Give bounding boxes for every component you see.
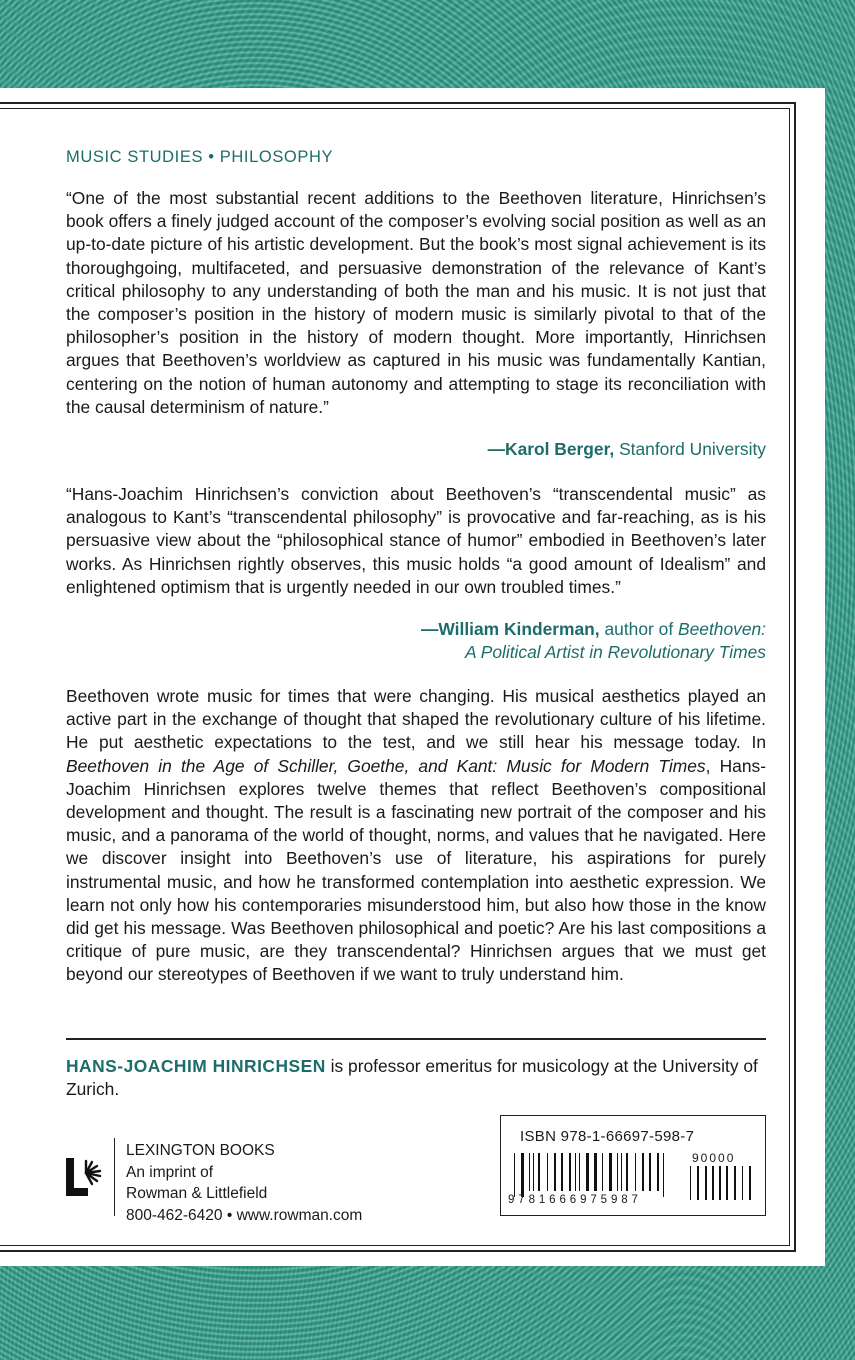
isbn-label: ISBN 978-1-66697-598-7	[520, 1128, 695, 1145]
attribution-affiliation: Stanford University	[619, 439, 766, 459]
description-body: , Hans-Joachim Hinrichsen explores twelve themes that reflect Beethoven’s compositional development and thought. The result is a fascinating new portrait of the composer and his music, and a panorama of the world of thought, norms, and values that he navigated. Here we discover insight into Beethoven’s use of literature, his aspirations for purely instrumental music, and how he transformed contemplation into aesthetic expression. We learn not only how his contemporaries misunderstood him, but also how those in the know did get his message. Was Beethoven philosophical and poetic? Are his last compositions a critique of pure music, are they transcendental? Hinrichsen argues that we must get beyond our stereotypes of Beethoven if we want to truly understand him.	[66, 755, 766, 985]
author-bio	[66, 1055, 766, 1101]
section-divider	[66, 1038, 766, 1040]
attribution-prefix: author of	[604, 619, 674, 639]
publisher-parent: Rowman & Littlefield	[126, 1185, 268, 1202]
description-intro: Beethoven wrote music for times that were changing. His musical aesthetics played an active part in the exchange of thought that shaped the revolutionary culture of his lifetime. He put aesthetic expectations to the test, and we still hear his message today. In	[66, 686, 766, 753]
blurb-kinderman: “Hans-Joachim Hinrichsen’s conviction about Beethoven’s “transcendental music” as analogous to Kant’s “transcendental philosophy” is provocative and far-reaching, as is his persuasive view about the “philosophical stance of humor” embodied in Beethoven’s later works. As Hinrichsen rightly observes, this music holds “a good amount of Idealism” and enlightened optimism that is urgently needed in our own troubled times.”	[66, 484, 766, 597]
author-bio-text: is professor emeritus for musicology at the University of Zurich.	[66, 1056, 758, 1100]
attribution-book-title: Beethoven:	[678, 619, 766, 639]
author-name: HANS-JOACHIM HINRICHSEN	[66, 1056, 326, 1076]
price-code: 90000	[692, 1151, 736, 1165]
price-addon-barcode	[690, 1166, 756, 1206]
ean-barcode	[514, 1153, 666, 1199]
ean-digits: 9781666975987	[508, 1194, 642, 1206]
blurb-berger-attribution	[488, 438, 766, 461]
category-label: MUSIC STUDIES • PHILOSOPHY	[66, 148, 334, 166]
blurb-kinderman-attribution	[421, 618, 766, 664]
lexington-logo-icon	[64, 1156, 104, 1198]
publisher-contact: 800-462-6420 • www.rowman.com	[126, 1206, 363, 1224]
publisher-imprint: An imprint of	[126, 1163, 214, 1181]
description-book-title: Beethoven in the Age of Schiller, Goethe, and Kant: Music for Modern Times	[66, 755, 706, 776]
publisher-info	[126, 1140, 362, 1226]
attribution-name: —William Kinderman,	[421, 619, 600, 639]
attribution-book-title-cont: A Political Artist in Revolutionary Times	[464, 642, 766, 663]
publisher-divider	[114, 1138, 115, 1216]
book-description	[66, 685, 766, 987]
publisher-name: LEXINGTON BOOKS	[126, 1142, 275, 1159]
attribution-name: —Karol Berger,	[487, 439, 615, 459]
blurb-berger: “One of the most substantial recent additions to the Beethoven literature, Hinrichsen’s book offers a finely judged account of the composer’s evolving social position as well as an up-to-date picture of his artistic development. But the book’s most signal achievement is its thoroughgoing, multifaceted, and persuasive demonstration of the relevance of Kant’s critical philosophy to any understanding of both the man and his music. It is not just that the composer’s position in the history of modern music is similarly pivotal to that of the philosopher’s position in the history of modern thought. More importantly, Hinrichsen argues that Beethoven’s worldview as captured in his music was fundamentally Kantian, centering on the notion of human autonomy and attempting to stage its reconciliation with the causal determinism of nature.”	[66, 188, 766, 417]
